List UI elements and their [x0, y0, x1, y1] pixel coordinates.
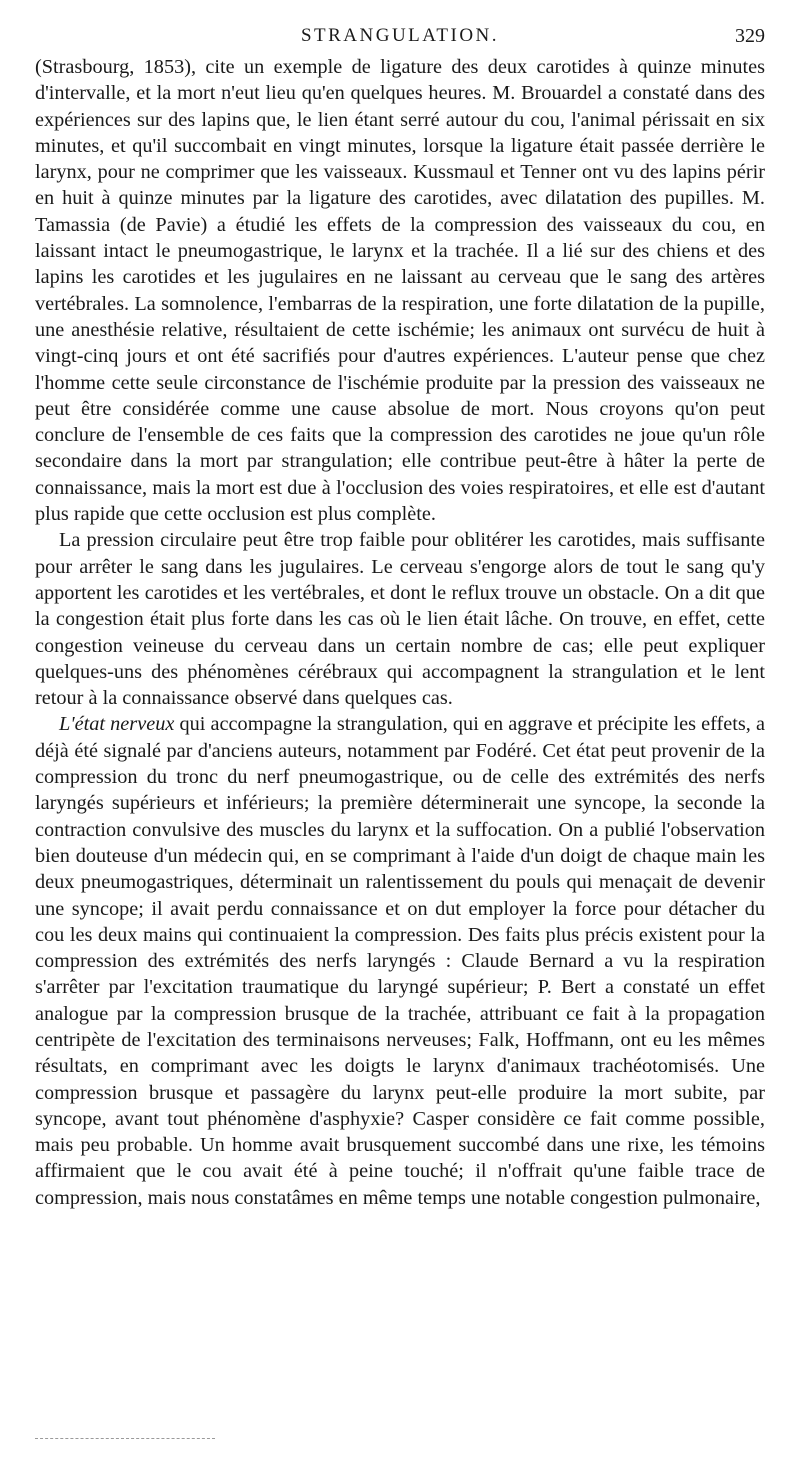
- page-number: 329: [735, 25, 765, 47]
- paragraph-continuation: (Strasbourg, 1853), cite un exemple de ligature des deux carotides à quinze minutes d'intervalle, et la mort n'eut lieu qu'en quelques heures. M. Brouardel a constaté dans des expériences sur des lapins que, le lien étant serré autour du cou, l'animal périssait en six minutes, et qu'il succombait en vingt minutes, lorsque la ligature était passée derrière le larynx, pour ne comprimer que les vaisseaux. Kussmaul et Tenner ont vu des lapins périr en huit à quinze minutes par la ligature des carotides, avec dilatation des pupilles. M. Tamassia (de Pavie) a étudié les effets de la compression des vaisseaux du cou, en laissant intact le pneumogastrique, le larynx et la trachée. Il a lié sur des chiens et des lapins les carotides et les jugulaires en ne laissant au cerveau que le sang des artères vertébrales. La somnolence, l'embarras de la respiration, une forte dilatation de la pupille, une anesthésie relative, résultaient de cette ischémie; les animaux ont survécu de huit à vingt-cinq jours et ont été sacrifiés pour d'autres expériences. L'auteur pense que chez l'homme cette seule circonstance de l'ischémie produite par la pression des vaisseaux ne peut être considérée comme une cause absolue de mort. Nous croyons qu'on peut conclure de l'ensemble de ces faits que la compression des carotides ne joue qu'un rôle secondaire dans la mort par strangulation; elle contribue peut-être à hâter la perte de connaissance, mais la mort est due à l'occlusion des voies respiratoires, et elle est d'autant plus rapide que cette occlusion est plus complète.: [35, 56, 765, 526]
- italic-term: L'état nerveux: [59, 713, 175, 736]
- scan-artifact-line: [35, 1438, 215, 1441]
- paragraph-text: qui accompagne la strangulation, qui en aggrave et précipite les effets, a déjà été signalé par d'anciens auteurs, notamment par Fodéré. Cet état peut provenir de la compression du tronc du nerf pneumogastrique, ou de celle des extrémités des nerfs laryngés supérieurs et inférieurs; la première déterminerait une syncope, la seconde la contraction convulsive des muscles du larynx et la suffocation. On a publié l'observation bien douteuse d'un médecin qui, en se comprimant à l'aide d'un doigt de chaque main les deux pneumogastriques, déterminait un ralentissement du pouls qui menaçait de devenir une syncope; il avait perdu connaissance et on dut employer la force pour détacher du cou les deux mains qui continuaient la compression. Des faits plus précis existent pour la compression des extrémités des nerfs laryngés : Claude Bernard a vu la respiration s'arrêter par l'excitation traumatique du laryngé supérieur; P. Bert a constaté un effet analogue par la compression brusque de la trachée, attribuant ce fait à la propagation centripète de l'excitation des terminaisons nerveuses; Falk, Hoffmann, ont eu les mêmes résultats, en comprimant avec les doigts le larynx d'animaux trachéotomisés. Une compression brusque et passagère du larynx peut-elle produire la mort subite, par syncope, avant tout phénomène d'asphyxie? Casper considère ce fait comme possible, mais peu probable. Un homme avait brusquement succombé dans une rixe, les témoins affirmaient que le cou avait été à peine touché; il n'offrait qu'une faible trace de compression, mais nous constatâmes en même temps une notable congestion pulmonaire,: [35, 713, 765, 1209]
- paragraph-circular-pressure: La pression circulaire peut être trop faible pour oblitérer les carotides, mais suffisante pour arrêter le sang dans les jugulaires. Le cerveau s'engorge alors de tout le sang qu'y apportent les carotides et les vertébrales, et dont le reflux trouve un obstacle. On a dit que la congestion était plus forte dans les cas où le lien était lâche. On trouve, en effet, cette congestion veineuse du cerveau dans un certain nombre de cas; elle peut expliquer quelques-uns des phénomènes cérébraux qui accompagnent la strangulation et le lent retour à la connaissance observé dans quelques cas.: [35, 529, 765, 710]
- paragraph-nervous-state: [35, 711, 765, 1211]
- running-head: [35, 22, 765, 50]
- running-title: STRANGULATION.: [300, 25, 500, 46]
- book-page: [35, 22, 765, 1211]
- body-text: [35, 54, 765, 1211]
